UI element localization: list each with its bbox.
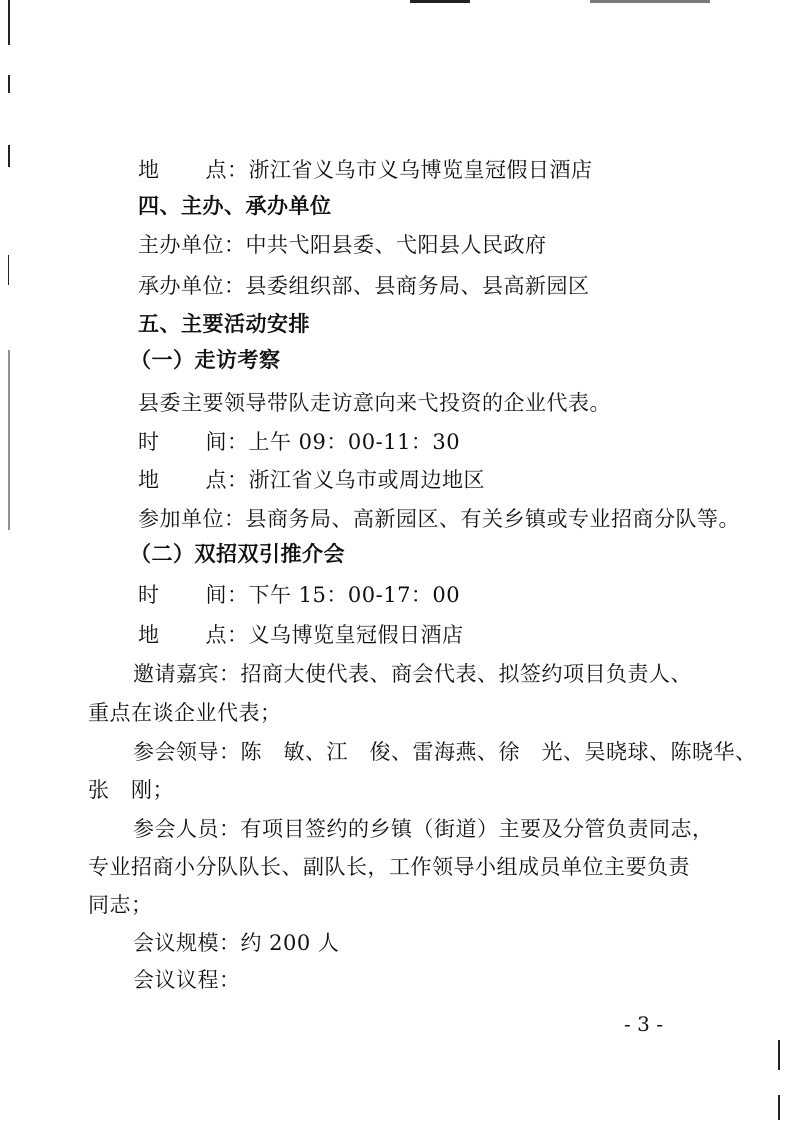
guests-line-2: 重点在谈企业代表； (88, 701, 282, 725)
host-line: 主办单位：中共弋阳县委、弋阳县人民政府 (138, 233, 547, 257)
agenda-line: 会议议程： (133, 968, 241, 992)
part1-heading: （一）走访考察 (130, 348, 281, 372)
part1-desc: 县委主要领导带队走访意向来弋投资的企业代表。 (138, 391, 611, 415)
organizer-line: 承办单位：县委组织部、县商务局、县高新园区 (138, 274, 590, 298)
part2-place: 地 点：义乌博览皇冠假日酒店 (138, 623, 464, 647)
scan-mark (8, 350, 10, 530)
scan-mark (8, 75, 10, 93)
section4-heading: 四、主办、承办单位 (138, 194, 332, 218)
attendees-line-2: 专业招商小分队队长、副队长，工作领导小组成员单位主要负责 (88, 855, 690, 879)
part1-place: 地 点：浙江省义乌市或周边地区 (138, 468, 485, 492)
venue-line: 地 点：浙江省义乌市义乌博览皇冠假日酒店 (138, 158, 593, 182)
section5-heading: 五、主要活动安排 (138, 312, 310, 336)
scale-line: 会议规模：约 200 人 (133, 931, 340, 955)
scan-mark (410, 0, 470, 3)
part1-time: 时 间：上午 09：00-11：30 (138, 430, 461, 454)
scan-mark (8, 145, 10, 167)
part2-time: 时 间：下午 15：00-17：00 (138, 583, 461, 607)
attendees-line-1: 参会人员：有项目签约的乡镇（街道）主要及分管负责同志， (133, 817, 714, 841)
scan-mark (8, 0, 10, 45)
scan-mark (8, 255, 9, 285)
scan-mark (778, 1040, 780, 1070)
scan-mark (778, 1095, 780, 1120)
scan-mark (590, 0, 710, 3)
part2-heading: （二）双招双引推介会 (130, 542, 345, 566)
part1-units: 参加单位：县商务局、高新园区、有关乡镇或专业招商分队等。 (138, 507, 740, 531)
attendees-line-3: 同志； (88, 893, 153, 917)
leaders-line-2: 张 刚； (88, 778, 174, 802)
guests-line-1: 邀请嘉宾：招商大使代表、商会代表、拟签约项目负责人、 (133, 662, 692, 686)
leaders-line-1: 参会领导：陈 敏、江 俊、雷海燕、徐 光、吴晓球、陈晓华、 (133, 740, 757, 764)
page-number: - 3 - (624, 1012, 663, 1036)
